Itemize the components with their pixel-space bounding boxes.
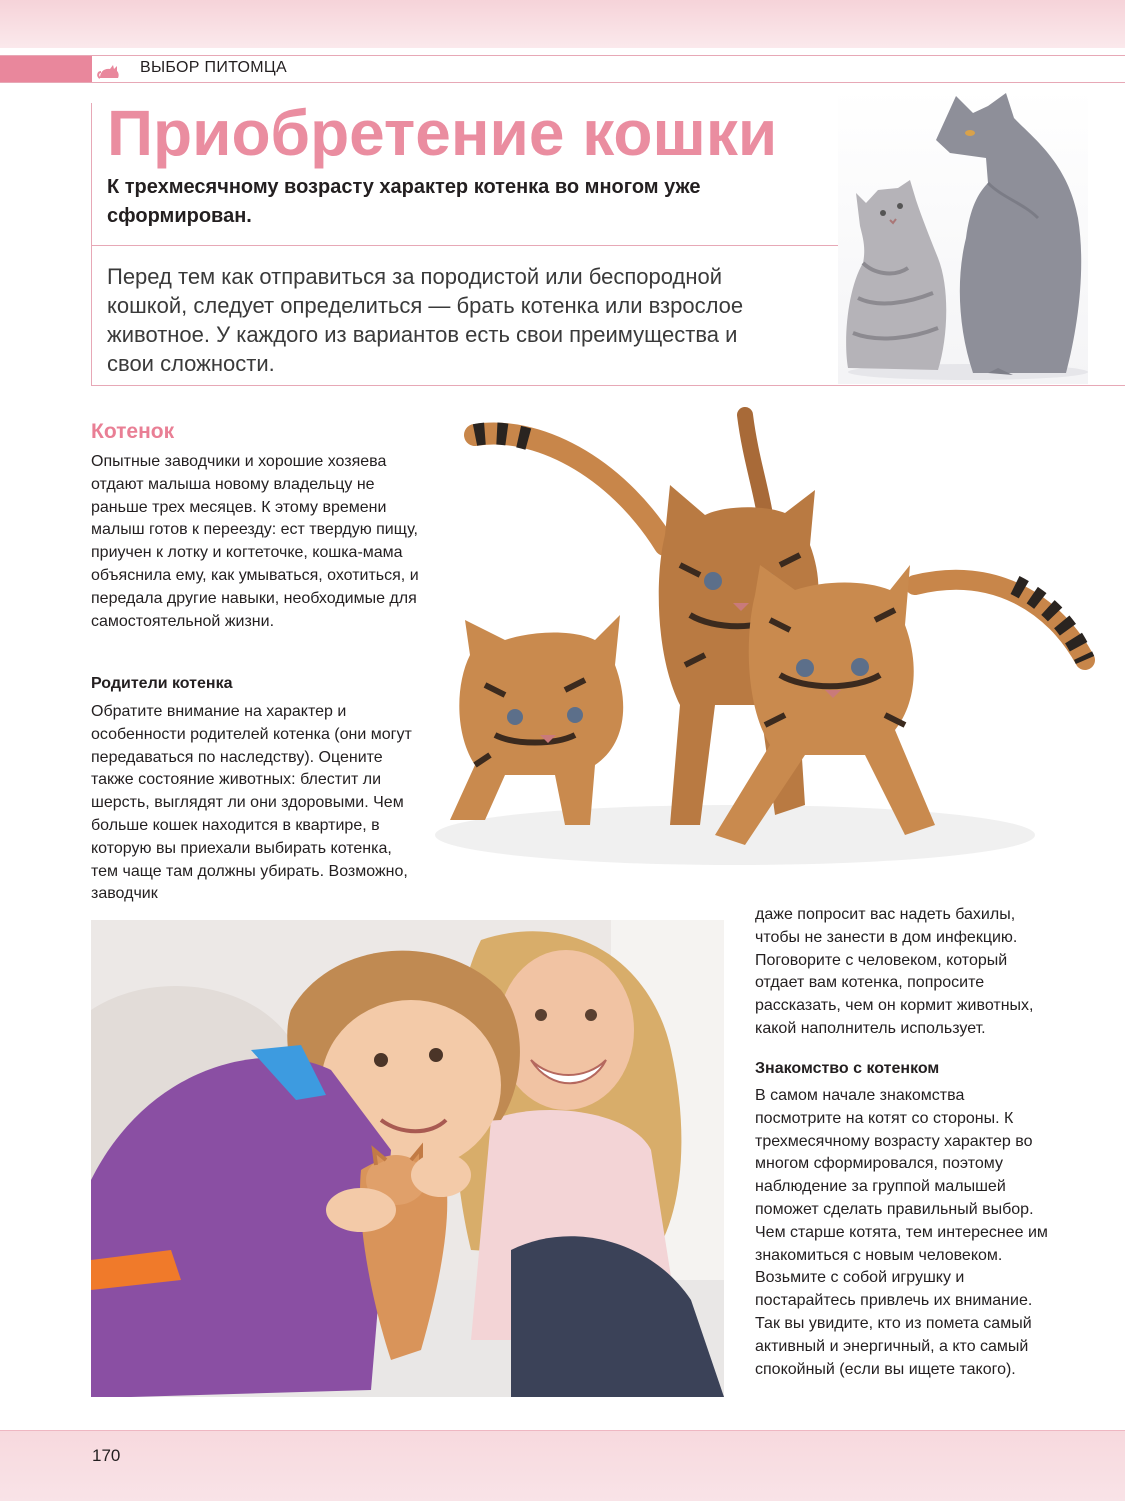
parents-heading: Родители котенка — [91, 675, 233, 692]
meeting-heading: Знакомство с котенком — [755, 1060, 940, 1077]
top-decorative-band — [0, 0, 1125, 48]
section-header-bar — [0, 55, 1125, 83]
lead-subtitle: К трехмесячному возрасту характер котенка во многом уже сформирован. — [107, 176, 701, 227]
parents-paragraph-part2: даже попросит вас надеть бахилы, чтобы не занести в дом инфекцию. Поговорите с человеком, который отдает вам котенка, попросите рассказать, чем он кормит животных, какой наполнитель использует. — [755, 906, 1034, 1037]
bengal-kittens-photo — [415, 405, 1115, 875]
page-number: 170 — [92, 1446, 121, 1465]
parents-paragraph-part1: Обратите внимание на характер и особенности родителей котенка (они могут передаваться по наследству). Оцените также состояние животных: блестит ли шерсть, выглядят ли они здоровыми. Чем больше кошек находится в квартире, в которую вы приехали выбирать котенка, тем чаще там должны убирать. Возможно, заводчик — [91, 703, 412, 903]
page-title: Приобретение кошки — [107, 97, 778, 169]
footer-band — [0, 1430, 1125, 1501]
kitten-paragraph: Опытные заводчики и хорошие хозяева отдают малыша новому владельцу не раньше трех месяцев. К этому времени малыш готов к переезду: ест твердую пищу, приучен к лотку и когтеточке, кошка-мама объяснила ему, как умываться, охотиться, и передала другие навыки, необходимые для самостоятельной жизни. — [91, 453, 419, 630]
intro-paragraph: Перед тем как отправиться за породистой или беспородной кошкой, следует определиться — брать котенка или взрослое животное. У каждого из вариантов есть свои преимущества и свои сложности. — [107, 264, 744, 376]
kitten-heading: Котенок — [91, 420, 175, 443]
children-with-kitten-photo — [91, 920, 724, 1397]
cat-icon — [96, 58, 124, 80]
meeting-paragraph: В самом начале знакомства посмотрите на котят со стороны. К трехмесячному возрасту характер во многом сформировался, поэтому наблюдение за группой малышей поможет сделать правильный выбор. Чем старше котята, тем интереснее им знакомиться с новым человеком. Возьмите с собой игрушку и постарайтесь привлечь их внимание. Так вы увидите, кто из помета самый активный и энергичный, а кто самый спокойный (если вы ищете такого). — [755, 1087, 1048, 1378]
section-color-block — [0, 56, 92, 82]
grey-cat-and-kitten-photo — [838, 88, 1088, 384]
section-title: ВЫБОР ПИТОМЦА — [140, 59, 287, 76]
